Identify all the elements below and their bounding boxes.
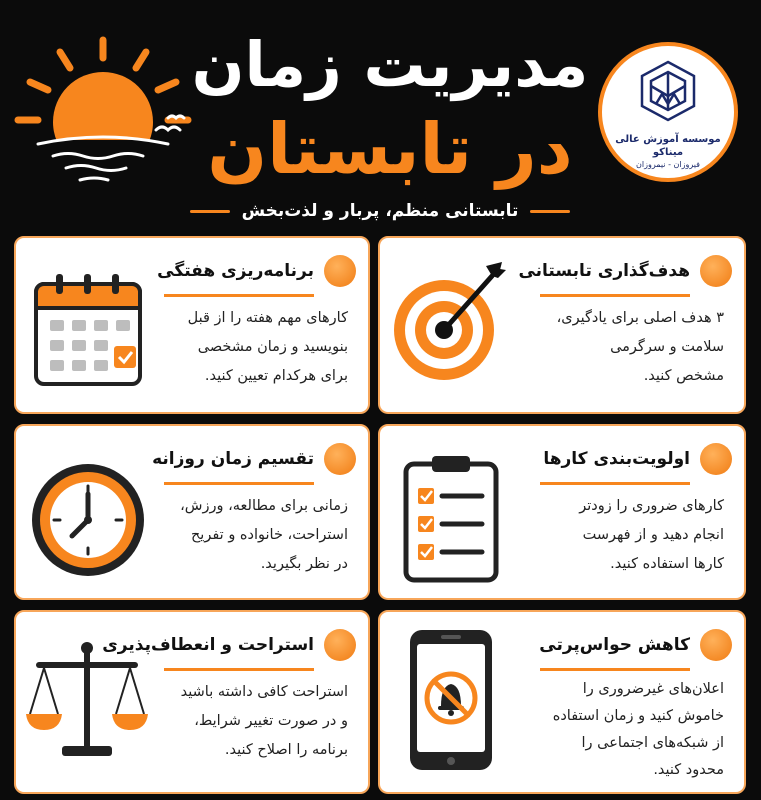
- card-line: از شبکه‌های اجتماعی را: [581, 735, 724, 751]
- card-line: خاموش کنید و زمان استفاده: [552, 708, 724, 724]
- card-body: [534, 492, 724, 579]
- divider: [190, 210, 230, 213]
- divider: [530, 210, 570, 213]
- card-line: برای هرکدام تعیین کنید.: [204, 368, 348, 384]
- institute-logo: [598, 42, 738, 182]
- orange-bullet-icon: [324, 255, 356, 287]
- calendar-icon: [22, 248, 152, 398]
- card-header: [543, 442, 732, 476]
- card-title: برنامه‌ریزی هفتگی: [157, 261, 314, 281]
- checklist-icon: [386, 436, 516, 586]
- card-line: استراحت کافی داشته باشید: [180, 684, 348, 700]
- orange-bullet-icon: [700, 629, 732, 661]
- card-title: تقسیم زمان روزانه: [152, 449, 314, 469]
- target-icon: [386, 248, 516, 398]
- card-prioritizing: [378, 424, 746, 600]
- orange-bullet-icon: [324, 629, 356, 661]
- card-title: هدف‌گذاری تابستانی: [518, 261, 690, 281]
- card-line: سلامت و سرگرمی: [610, 339, 724, 355]
- page-title-line1: مدیریت زمان: [191, 28, 589, 101]
- card-line: کارهای ضروری را زودتر: [579, 498, 724, 514]
- logo-emblem-icon: [602, 46, 734, 136]
- card-title: کاهش حواس‌پرتی: [539, 635, 690, 655]
- clock-icon: [22, 436, 152, 586]
- divider: [540, 668, 690, 671]
- card-body: [534, 676, 724, 784]
- card-goal-setting: [378, 236, 746, 414]
- logo-subtext: فیروزان - نیمروزان: [636, 160, 700, 169]
- card-daily-time: [14, 424, 370, 600]
- card-line: برنامه را اصلاح کنید.: [224, 742, 348, 758]
- card-body: [158, 492, 348, 579]
- page-title-line2: در تابستان: [207, 108, 573, 190]
- card-line: کارها استفاده کنید.: [610, 556, 724, 572]
- card-title: اولویت‌بندی کارها: [543, 449, 690, 469]
- card-body: [158, 304, 348, 391]
- card-line: زمانی برای مطالعه، ورزش،: [180, 498, 348, 514]
- orange-bullet-icon: [700, 255, 732, 287]
- logo-text: موسسه آموزش عالی میناکو: [615, 134, 721, 158]
- subtitle: تابستانی منظم، پربار و لذت‌بخش: [241, 201, 519, 221]
- card-line: انجام دهید و از فهرست: [582, 527, 724, 543]
- divider: [540, 482, 690, 485]
- card-line: مشخص کنید.: [643, 368, 724, 384]
- card-line: محدود کنید.: [653, 762, 724, 778]
- muted-phone-icon: [386, 622, 516, 772]
- card-line: کارهای مهم هفته را از قبل: [187, 310, 348, 326]
- card-header: [102, 628, 356, 662]
- card-header: [518, 254, 732, 288]
- orange-bullet-icon: [324, 443, 356, 475]
- card-header: [157, 254, 356, 288]
- card-line: استراحت، خانواده و تفریح: [190, 527, 348, 543]
- card-weekly-planning: [14, 236, 370, 414]
- card-body: [158, 678, 348, 765]
- card-header: [152, 442, 356, 476]
- card-line: ۳ هدف اصلی برای یادگیری،: [556, 310, 724, 326]
- divider: [164, 668, 314, 671]
- card-header: [539, 628, 732, 662]
- card-reduce-distraction: [378, 610, 746, 794]
- card-line: در نظر بگیرید.: [260, 556, 348, 572]
- card-line: و در صورت تغییر شرایط،: [194, 713, 348, 729]
- card-rest-flexibility: [14, 610, 370, 794]
- sun-icon: [8, 30, 198, 200]
- card-line: بنویسید و زمان مشخصی: [197, 339, 348, 355]
- subtitle-row: [150, 196, 610, 226]
- divider: [164, 482, 314, 485]
- divider: [540, 294, 690, 297]
- card-line: اعلان‌های غیرضروری را: [582, 681, 724, 697]
- card-title: استراحت و انعطاف‌پذیری: [102, 635, 314, 655]
- orange-bullet-icon: [700, 443, 732, 475]
- card-body: [534, 304, 724, 391]
- title-block: [190, 16, 590, 201]
- divider: [164, 294, 314, 297]
